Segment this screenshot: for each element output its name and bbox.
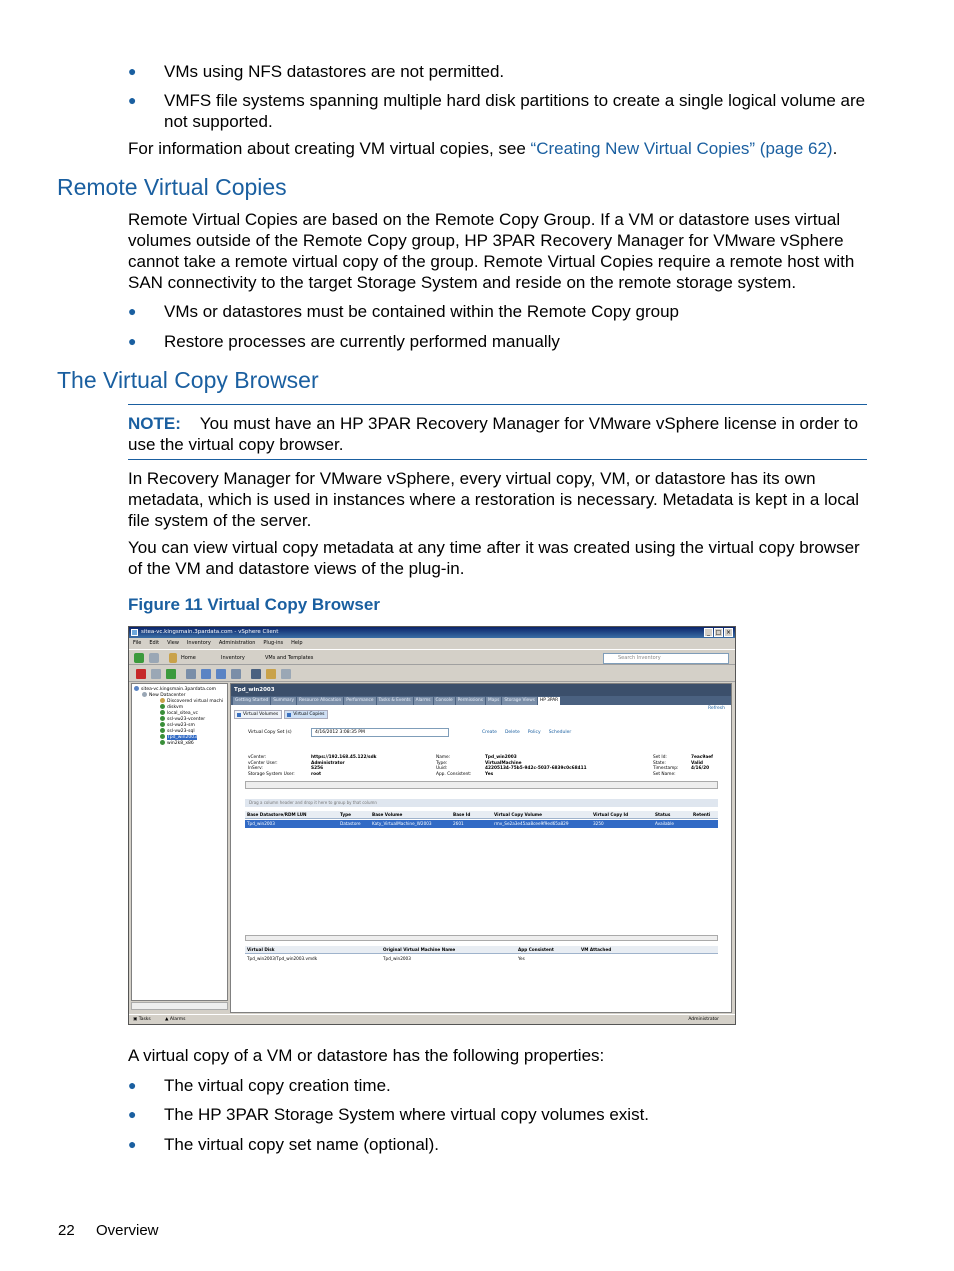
para-line: file system of the server. [128, 511, 312, 530]
tab-alarms[interactable]: Alarms [415, 698, 431, 703]
tab-performance[interactable]: Performance [346, 698, 374, 703]
para-line: cannot take a remote virtual copy of the group. Remote Virtual Copies require a remote host with [128, 252, 855, 271]
search-inventory-input[interactable]: Search Inventory [603, 653, 729, 664]
bullet-dot-icon: ● [128, 303, 137, 319]
note-text: use the virtual copy browser. [128, 435, 344, 454]
menu-bar [129, 638, 735, 648]
power-on-icon[interactable] [166, 669, 176, 679]
bullet-text: VMFS file systems spanning multiple hard disk partitions to create a single logical volume are [164, 91, 866, 110]
bullet-text: VMs or datastores must be contained within the Remote Copy group [164, 302, 679, 321]
properties-intro: A virtual copy of a VM or datastore has the following properties: [128, 1046, 605, 1065]
close-icon[interactable]: × [725, 629, 732, 636]
tab-storage-views[interactable]: Storage Views [504, 698, 535, 703]
para-line: of the VM and datastore views of the plug-in. [128, 559, 465, 578]
vm-tabs [231, 696, 731, 705]
create-link[interactable]: Create [482, 730, 497, 735]
vcs-actions [482, 730, 571, 735]
section-heading-browser: The Virtual Copy Browser [57, 367, 319, 393]
status-bar [129, 1014, 735, 1024]
disk-grid-header [245, 946, 718, 954]
vm-detail-panel [230, 683, 732, 1013]
col-base-id[interactable]: Base Id [453, 812, 471, 817]
breadcrumb-home[interactable]: Home [181, 655, 196, 661]
tree-node-vm[interactable]: ssl-vw23-vcenter [160, 716, 205, 723]
virtual-copy-grid [245, 799, 718, 839]
window-titlebar [129, 627, 735, 638]
tree-node-vm[interactable]: local_sitea_vc [160, 710, 198, 717]
grid-scrollbar[interactable] [245, 935, 718, 941]
tree-node-vm-selected[interactable]: Tpd_win2003 [160, 734, 197, 741]
vcs-select[interactable]: 4/16/2012 3:08:35 PM [311, 728, 449, 737]
bullet-text: Restore processes are currently performed manually [164, 332, 560, 351]
note-text: You must have an HP 3PAR Recovery Manager for VMware vSphere license in order to [199, 414, 859, 433]
tab-console[interactable]: Console [435, 698, 453, 703]
note-box [128, 413, 870, 455]
window-title: sitea-vc.kingsmain.3pardata.com - vSphere Client [141, 629, 279, 635]
group-hint: Drag a column header and drop it here to group by that column [245, 799, 718, 807]
props-labels-3: Set Id: State: Timestamp: Set Name: [653, 755, 679, 777]
info-paragraph [128, 138, 870, 159]
menu-administration[interactable]: Administration [218, 640, 256, 646]
tasks-button[interactable]: ▣ Tasks [133, 1017, 151, 1022]
figure-title: Figure 11 Virtual Copy Browser [128, 595, 380, 614]
para-line: volumes outside of the Remote Copy group, HP 3PAR Recovery Manager for VMware vSphere [128, 231, 844, 250]
col-base-datastore[interactable]: Base Datastore/RDM LUN [247, 812, 307, 817]
bullet-dot-icon: ● [128, 333, 137, 349]
bullet-dot-icon: ● [128, 1106, 137, 1122]
tab-hp-3par[interactable]: HP 3PAR [539, 698, 559, 703]
col-status[interactable]: Status [655, 812, 671, 817]
forward-icon[interactable] [149, 653, 159, 663]
toolbar [129, 666, 735, 682]
tree-node-folder[interactable]: Discovered virtual machi [160, 698, 223, 705]
inventory-tree [131, 683, 228, 1001]
maximize-icon[interactable]: □ [715, 629, 722, 636]
info-suffix: . [832, 139, 838, 158]
bullet-dot-icon: ● [128, 92, 137, 108]
props-values-2: Tpd_win2003 VirtualMachine 42205134-75b5-942c-5037-6839c0c68411 Yes [485, 755, 587, 777]
col-base-volume[interactable]: Base Volume [372, 812, 403, 817]
table-row[interactable]: Tpd_win2003 Datastore Katy_VirtualMachine_W2003 2601 rmv_Se2a3e45aa8cee9f9ed65a829 3250 Available [245, 820, 718, 828]
tree-node-vcenter[interactable]: sitea-vc.kingsmain.3pardata.com [134, 686, 216, 693]
menu-plugins[interactable]: Plug-ins [263, 640, 284, 646]
snapshot-icon[interactable] [201, 669, 211, 679]
tab-summary[interactable]: Summary [273, 698, 294, 703]
subtab-virtual-volumes[interactable]: Virtual Volumes [234, 710, 282, 719]
tree-node-vm[interactable]: diskvm [160, 704, 183, 711]
col-virtual-copy-volume[interactable]: Virtual Copy Volume [494, 812, 543, 817]
section-heading-remote: Remote Virtual Copies [57, 174, 287, 200]
refresh-icon[interactable] [186, 669, 196, 679]
current-user: Administrator [688, 1017, 719, 1022]
migrate-icon[interactable] [266, 669, 276, 679]
para-line: Remote Virtual Copies are based on the Remote Copy Group. If a VM or datastore uses virtual [128, 210, 841, 229]
view-paragraph [128, 537, 870, 579]
bullet-text: The HP 3PAR Storage System where virtual copy volumes exist. [164, 1105, 650, 1124]
remote-paragraph [128, 209, 870, 293]
power-off-icon[interactable] [136, 669, 146, 679]
tab-getting-started[interactable]: Getting Started [235, 698, 269, 703]
navigation-bar [129, 649, 735, 665]
breadcrumb-inventory[interactable]: Inventory [221, 655, 245, 661]
suspend-icon[interactable] [151, 669, 161, 679]
bullet-continuation: not supported. [164, 112, 273, 131]
subtabs [234, 710, 328, 719]
tree-scrollbar[interactable] [131, 1002, 228, 1010]
app-icon [131, 629, 138, 636]
scheduler-link[interactable]: Scheduler [548, 730, 572, 735]
info-prefix: For information about creating VM virtual copies, see [128, 139, 531, 158]
col-type[interactable]: Type [340, 812, 351, 817]
props-labels-2: Name: Type: Uuid: App. Consistent: [436, 755, 472, 777]
props-labels-1: vCenter: vCenter User: InServ: Storage System User: [248, 755, 295, 777]
tree-node-datacenter[interactable]: New Datacenter [142, 692, 185, 699]
props-values-3: 7eac9aef Valid 4/16/20 [691, 755, 714, 771]
note-label: NOTE: [128, 414, 181, 433]
vm-header: Tpd_win2003 [231, 684, 731, 696]
tree-node-vm[interactable]: ssl-vw23-sql [160, 728, 195, 735]
grid-header [245, 811, 718, 819]
revert-icon[interactable] [216, 669, 226, 679]
bullet-text: VMs using NFS datastores are not permitted. [164, 62, 505, 81]
para-line: In Recovery Manager for VMware vSphere, every virtual copy, VM, or datastore has its own [128, 469, 816, 488]
para-line: metadata, which is used in instances where a restoration is necessary. Metadata is kept in a local [128, 490, 860, 509]
para-line: You can view virtual copy metadata at any time after it was created using the virtual copy browser [128, 538, 860, 557]
delete-link[interactable]: Delete [504, 730, 520, 735]
tab-permissions[interactable]: Permissions [457, 698, 484, 703]
console-icon[interactable] [251, 669, 261, 679]
bullet-text: The virtual copy creation time. [164, 1076, 391, 1095]
tab-maps[interactable]: Maps [488, 698, 500, 703]
col-original-vm-name[interactable]: Original Virtual Machine Name [383, 947, 456, 952]
back-icon[interactable] [134, 653, 144, 663]
bullet-dot-icon: ● [128, 1077, 137, 1093]
bullet-text: The virtual copy set name (optional). [164, 1135, 439, 1154]
vcs-label: Virtual Copy Set (s) [248, 730, 292, 735]
tab-resource-allocation[interactable]: Resource Allocation [299, 698, 342, 703]
creating-copies-link[interactable]: “Creating New Virtual Copies” (page 62) [530, 139, 833, 158]
col-app-consistent[interactable]: App Consistent [518, 947, 554, 952]
note-rule-top [128, 404, 867, 405]
menu-file[interactable]: File [133, 640, 142, 646]
props-scrollbar[interactable] [245, 781, 718, 789]
col-virtual-disk[interactable]: Virtual Disk [247, 947, 275, 952]
breadcrumb-vms-templates[interactable]: VMs and Templates [265, 655, 314, 661]
bullet-dot-icon: ● [128, 1136, 137, 1152]
alarms-button[interactable]: ▲ Alarms [165, 1017, 186, 1022]
tree-node-vm[interactable]: win2k8_x86 [160, 740, 194, 747]
home-icon[interactable] [169, 653, 177, 663]
policy-link[interactable]: Policy [527, 730, 541, 735]
para-line: SAN connectivity to the target Storage System and reside on the remote storage system. [128, 273, 797, 292]
col-retention[interactable]: Retenti [693, 812, 711, 817]
table-row[interactable]: Tpd_win2003/Tpd_win2003.vmdk Tpd_win2003 Yes [247, 956, 525, 961]
col-virtual-copy-id[interactable]: Virtual Copy Id [593, 812, 629, 817]
menu-help[interactable]: Help [291, 640, 303, 646]
col-vm-attached[interactable]: VM Attached [581, 947, 612, 952]
props-values-1: https://192.168.45.122/sdk Administrator S256 root [311, 755, 377, 777]
tab-tasks-events[interactable]: Tasks & Events [378, 698, 411, 703]
page-number: 22 [58, 1222, 75, 1239]
refresh-link[interactable]: Refresh [708, 706, 725, 711]
settings-icon[interactable] [281, 669, 291, 679]
metadata-paragraph [128, 468, 870, 531]
bullet-dot-icon: ● [128, 63, 137, 79]
menu-view[interactable]: View [167, 640, 179, 646]
menu-inventory[interactable]: Inventory [186, 640, 211, 646]
subtab-virtual-copies[interactable]: Virtual Copies [284, 710, 328, 719]
note-rule-bottom [128, 459, 867, 460]
tree-node-vm[interactable]: ssl-vw23-sm [160, 722, 195, 729]
manager-icon[interactable] [231, 669, 241, 679]
vsphere-window-screenshot [128, 626, 736, 1025]
menu-edit[interactable]: Edit [149, 640, 160, 646]
minimize-icon[interactable]: _ [704, 628, 713, 637]
footer-section: Overview [96, 1222, 159, 1239]
